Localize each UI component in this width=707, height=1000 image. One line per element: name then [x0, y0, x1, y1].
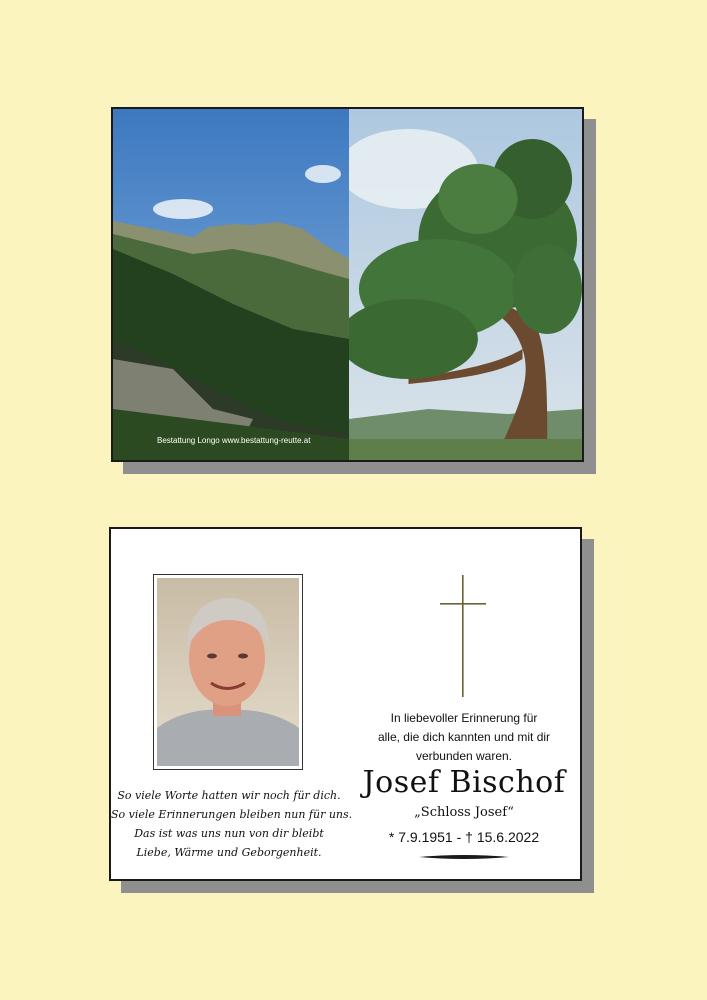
ornament-divider [419, 854, 509, 860]
life-dates: * 7.9.1951 - † 15.6.2022 [388, 829, 540, 845]
poem-line: So viele Erinnerungen bleiben nun für uns. [111, 808, 353, 821]
remembrance-line: alle, die dich kannten und mit dir [377, 730, 551, 744]
deceased-name: Josef Bischof [362, 765, 566, 800]
pine-tree-photo [349, 109, 582, 460]
photo-card [111, 107, 584, 462]
poem-line: Liebe, Wärme und Geborgenheit. [136, 846, 322, 859]
photographer-watermark: Bestattung Longo www.bestattung-reutte.at [157, 436, 311, 445]
remembrance-text [351, 709, 577, 766]
cross-icon [440, 575, 486, 697]
remembrance-line: In liebevoller Erinnerung für [390, 711, 538, 725]
poem-line: Das ist was uns nun von dir bleibt [134, 827, 324, 840]
portrait-photo [153, 574, 303, 770]
memorial-poem [111, 786, 353, 862]
poem-line: So viele Worte hatten wir noch für dich. [117, 789, 341, 802]
memorial-card [109, 527, 582, 881]
mountain-photo [113, 109, 349, 460]
deceased-nickname: „Schloss Josef“ [414, 805, 514, 820]
remembrance-line: verbunden waren. [415, 749, 513, 763]
